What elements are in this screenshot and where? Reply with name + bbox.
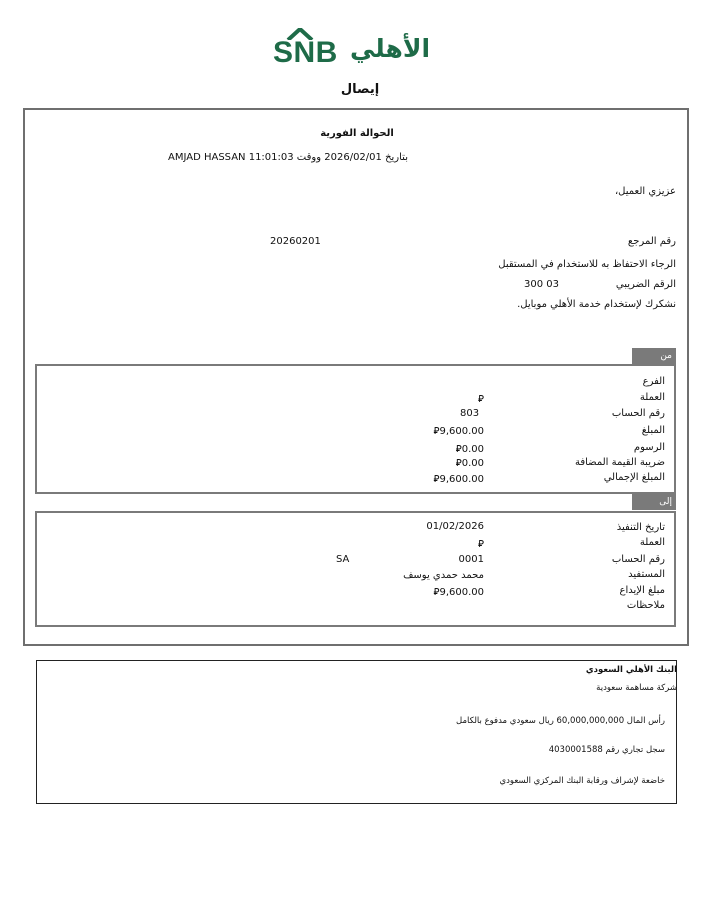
from-value-account: 803 <box>460 408 480 419</box>
from-label-total: المبلغ الإجمالي <box>603 472 665 483</box>
ref-value: 20260201 <box>270 236 321 247</box>
keep-note: الرجاء الاحتفاظ به للاستخدام في المستقبل <box>498 259 676 270</box>
transfer-by-line: AMJAD HASSAN بتاريخ 2026/02/01 ووقت 11:01:03 <box>168 152 408 163</box>
from-value-vat: ⃁0.00 <box>455 458 484 469</box>
footer-company-type: شركة مساهمة سعودية <box>596 683 677 693</box>
to-label-account: رقم الحساب <box>611 554 665 565</box>
from-label-currency: العملة <box>639 392 665 403</box>
footer-bank-name: البنك الأهلي السعودي <box>585 665 677 675</box>
to-label-date: تاريخ التنفيذ <box>616 522 665 533</box>
thanks-text: نشكرك لإستخدام خدمة الأهلي موبايل. <box>517 299 676 310</box>
ref-label: رقم المرجع <box>627 236 676 247</box>
from-label-fees: الرسوم <box>633 442 665 453</box>
from-label-account: رقم الحساب <box>611 408 665 419</box>
from-value-fees: ⃁0.00 <box>455 444 484 455</box>
footer-capital: رأس المال 60,000,000,000 ريال سعودي مدفوع بالكامل <box>456 716 665 726</box>
from-label-amount: المبلغ <box>641 425 665 436</box>
logo-text-en: SNB <box>273 36 338 69</box>
to-label-deposit: مبلغ الإيداع <box>619 585 665 596</box>
footer-cr: سجل تجاري رقم 4030001588 <box>548 745 665 755</box>
from-value-total: ⃁9,600.00 <box>433 474 484 485</box>
to-section-tab: إلى <box>632 494 676 510</box>
from-value-currency: ⃁ <box>478 394 484 405</box>
transfer-type: الحوالة الفورية <box>320 128 394 139</box>
footer-regulation: خاضعة لإشراف ورقابة البنك المركزي السعودي <box>499 776 665 786</box>
to-value-date: 01/02/2026 <box>426 521 484 532</box>
to-value-currency: ⃁ <box>478 539 484 550</box>
greeting: عزيزي العميل، <box>614 186 676 197</box>
to-label-currency: العملة <box>639 537 665 548</box>
document-title: إيصال <box>340 82 380 97</box>
to-value-account: 0001 <box>458 554 484 565</box>
from-label-branch: الفرع <box>642 376 665 387</box>
tax-value: 300 03 <box>524 279 559 290</box>
from-value-amount: ⃁9,600.00 <box>433 426 484 437</box>
to-value-account-prefix: SA <box>336 554 350 565</box>
to-label-notes: ملاحظات <box>626 600 665 611</box>
from-label-vat: ضريبة القيمة المضافة <box>574 457 665 468</box>
logo-text-ar: الأهلي <box>350 34 431 63</box>
to-label-beneficiary: المستفيد <box>628 569 665 580</box>
to-value-deposit: ⃁9,600.00 <box>433 587 484 598</box>
to-value-beneficiary: محمد حمدي يوسف <box>403 570 484 581</box>
from-section-tab: من <box>632 348 676 364</box>
tax-label: الرقم الضريبي <box>615 279 676 290</box>
